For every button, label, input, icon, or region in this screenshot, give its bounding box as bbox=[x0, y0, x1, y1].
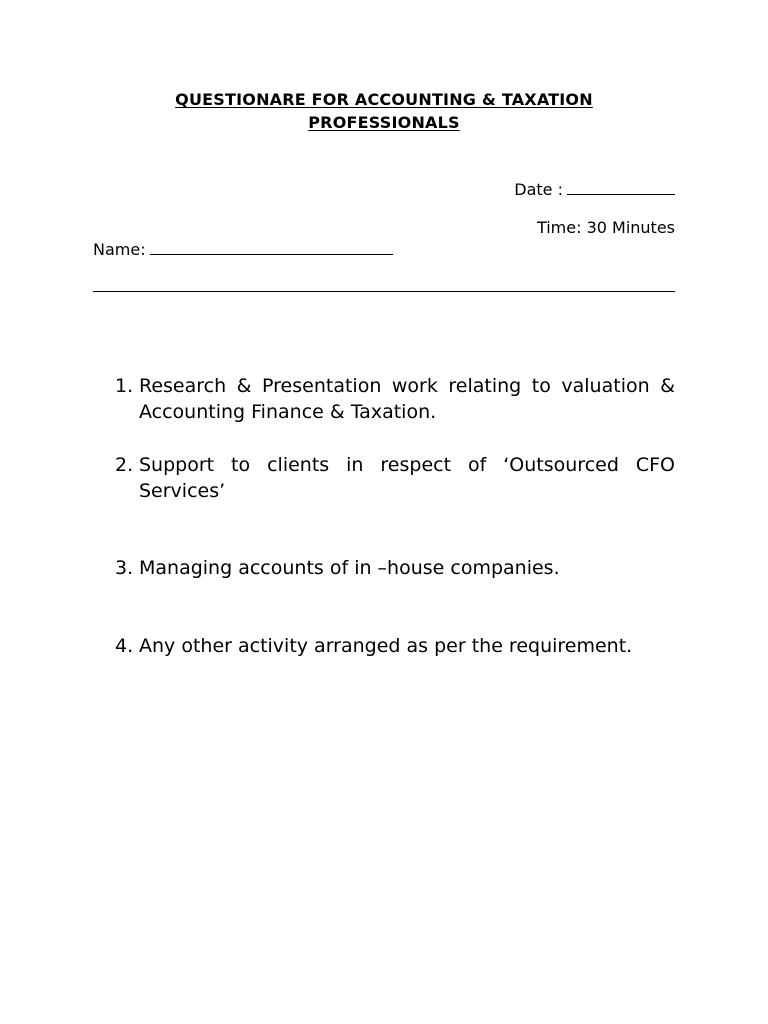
header-divider bbox=[93, 291, 675, 292]
question-number: 2. bbox=[115, 454, 134, 476]
name-label: Name: bbox=[93, 240, 146, 259]
date-label: Date : bbox=[514, 180, 563, 199]
time-info: Time: 30 Minutes bbox=[536, 218, 675, 237]
title-line-1: QUESTIONARE FOR ACCOUNTING & TAXATION bbox=[175, 90, 593, 109]
date-field bbox=[514, 178, 675, 200]
date-blank-line[interactable] bbox=[567, 178, 675, 195]
question-text: Research & Presentation work relating to valuation & Accounting Finance & Taxation. bbox=[139, 375, 675, 423]
name-field bbox=[93, 238, 393, 260]
name-blank-line[interactable] bbox=[150, 238, 393, 255]
question-number: 1. bbox=[115, 375, 134, 397]
question-text: Support to clients in respect of ‘Outsourced CFO Services’ bbox=[139, 454, 675, 502]
question-number: 4. bbox=[115, 635, 134, 657]
question-number: 3. bbox=[115, 557, 134, 579]
document-title bbox=[93, 88, 675, 134]
question-text: Any other activity arranged as per the requirement. bbox=[139, 635, 633, 657]
question-text: Managing accounts of in –house companies. bbox=[139, 557, 560, 579]
title-line-2: PROFESSIONALS bbox=[308, 113, 460, 132]
